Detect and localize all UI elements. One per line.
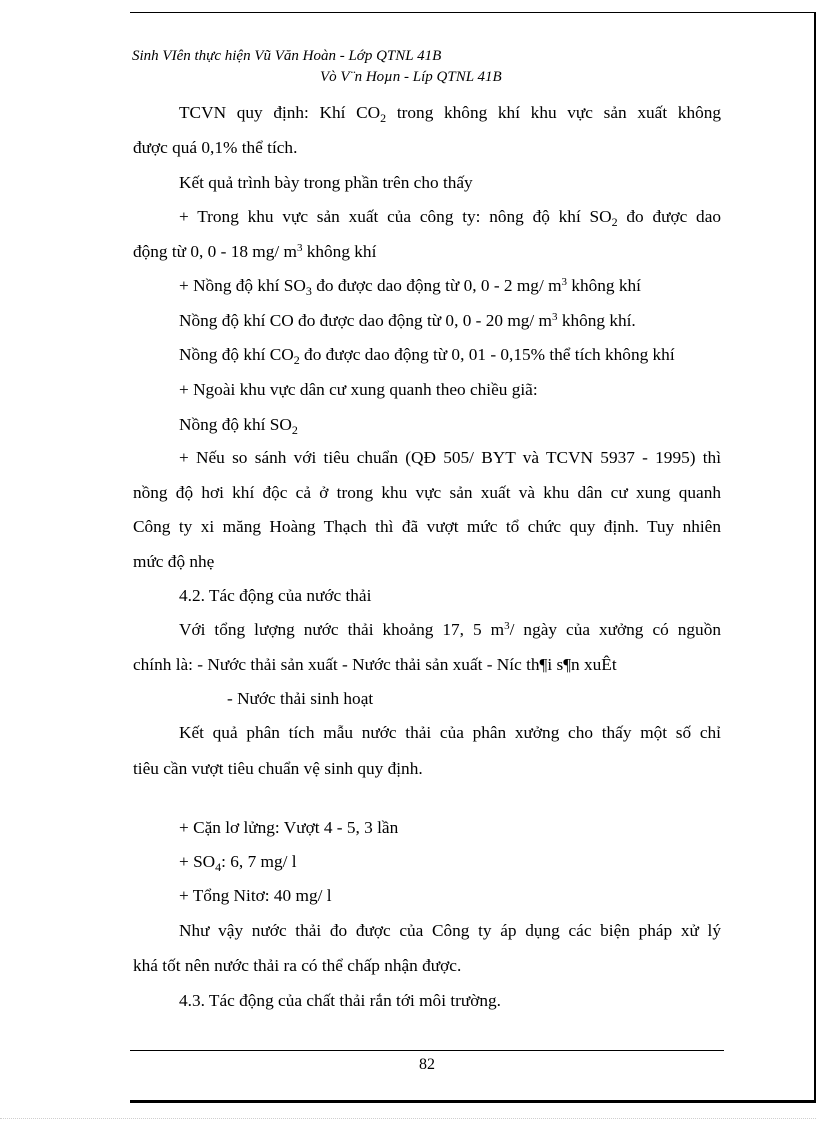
paragraph-line: + Ngoài khu vực dân cư xung quanh theo chiều giã: — [179, 380, 538, 399]
paragraph-line: Kết quả phân tích mẫu nước thải của phân xưởng cho thấy một số chỉ — [179, 723, 721, 742]
paragraph-line: + Nếu so sánh với tiêu chuẩn (QĐ 505/ BYT và TCVN 5937 - 1995) thì — [179, 448, 721, 467]
section-heading: 4.3. Tác động của chất thải rắn tới môi trường. — [179, 991, 501, 1010]
paragraph-line: TCVN quy định: Khí $CO_2$ trong không khí khu vực sản xuất không — [179, 103, 722, 125]
paragraph-line: khá tốt nên nước thải ra có thể chấp nhận được. — [133, 956, 462, 975]
list-item: + $SO_4$: 6, 7 mg/ l — [179, 852, 297, 874]
paragraph-line: Công ty xi măng Hoàng Thạch thì đã vượt mức tổ chức quy định. Tuy nhiên — [133, 517, 721, 536]
paragraph-line: tiêu cần vượt tiêu chuẩn vệ sinh quy định. — [133, 759, 423, 778]
page-edge-dots — [0, 1118, 816, 1119]
paragraph-line: được quá 0,1% thể tích. — [133, 138, 298, 157]
paragraph-line: Nồng độ khí $SO_2$ — [179, 415, 298, 437]
page-number: 82 — [419, 1056, 435, 1073]
paragraph-line: + Nồng độ khí $SO_3$ đo được dao động từ 0, 0 - 2 mg/ $m^3$ không khí — [179, 276, 641, 298]
list-item: + Cặn lơ lửng: Vượt 4 - 5, 3 lần — [179, 818, 399, 837]
paragraph-line: Nồng độ khí CO đo được dao động từ 0, 0 - 20 mg/ $m^3$ không khí. — [179, 311, 636, 330]
header-author-line: Sinh VIên thực hiện Vũ Văn Hoàn - Lớp QTNL 41B — [132, 48, 442, 64]
paragraph-line: - Nước thải sinh hoạt — [227, 689, 374, 708]
paragraph-line: động từ 0, 0 - 18 mg/ $m^3$ không khí — [133, 242, 377, 261]
paragraph-line: nồng độ hơi khí độc cả ở trong khu vực sản xuất và khu dân cư xung quanh — [133, 483, 721, 502]
list-item: + Tổng Nitơ: 40 mg/ l — [179, 886, 332, 905]
paragraph-line: mức độ nhẹ — [133, 552, 215, 571]
header-author-line-garbled: Vò V¨n Hoµn - Líp QTNL 41B — [320, 69, 502, 85]
paragraph-line: + Trong khu vực sản xuất của công ty: nông độ khí $SO_2$ đo được dao — [179, 207, 722, 229]
paragraph-line: Nồng độ khí $CO_2$ đo được dao động từ 0, 01 - 0,15% thể tích không khí — [179, 345, 675, 367]
paragraph-line: Kết quả trình bày trong phần trên cho thấy — [179, 173, 473, 192]
page-border-shadow — [130, 1100, 816, 1103]
paragraph-line: Với tổng lượng nước thải khoảng 17, 5 $m^3/$ ngày của xưởng có nguồn — [179, 620, 721, 639]
footer-rule — [130, 1050, 724, 1051]
paragraph-line: chính là: - Nước thải sản xuất - Nước thải sản xuất - Níc th¶i s¶n xuÊt — [133, 655, 617, 674]
section-heading: 4.2. Tác động của nước thải — [179, 586, 372, 605]
paragraph-line: Như vậy nước thải đo được của Công ty áp dụng các biện pháp xử lý — [179, 921, 721, 940]
